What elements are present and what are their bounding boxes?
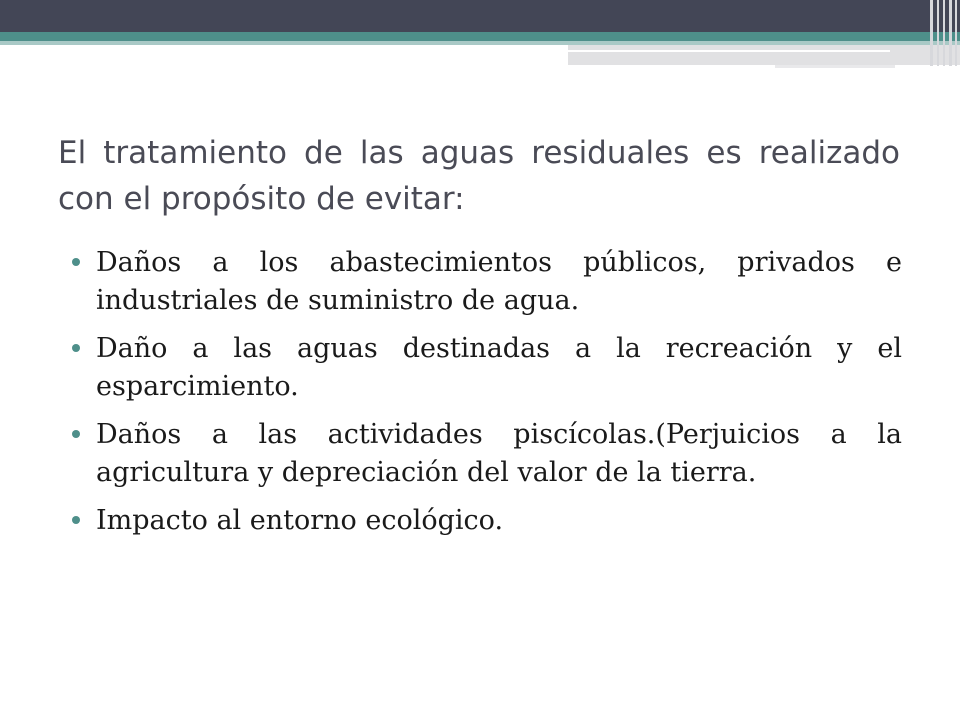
bullet-item (70, 330, 902, 406)
header-vertical-stripe (937, 0, 939, 66)
header-vertical-stripe (949, 0, 952, 66)
header-dark-band (0, 0, 960, 32)
slide-title: El tratamiento de las aguas residuales es realizado con el propósito de evitar: (58, 135, 900, 217)
bullet-text: Daño a las aguas destinadas a la recreación y el esparcimiento. (96, 333, 902, 402)
bullet-item (70, 416, 902, 492)
header-vertical-stripe (955, 0, 957, 66)
header-gray-line (568, 50, 890, 52)
bullet-dot-icon (72, 344, 80, 352)
bullet-text: Daños a las actividades piscícolas.(Perjuicios a la agricultura y depreciación del valor de la tierra. (96, 419, 902, 488)
bullet-list (70, 244, 902, 550)
header-accent-band (0, 32, 960, 41)
bullet-text: Impacto al entorno ecológico. (96, 505, 504, 536)
header-gray-band (568, 45, 960, 65)
bullet-dot-icon (72, 516, 80, 524)
bullet-dot-icon (72, 258, 80, 266)
bullet-text: Daños a los abastecimientos públicos, privados e industriales de suministro de agua. (96, 247, 902, 316)
bullet-item (70, 502, 902, 540)
bullet-dot-icon (72, 430, 80, 438)
header-gray-tail (775, 65, 895, 68)
bullet-item (70, 244, 902, 320)
header-vertical-stripe (930, 0, 933, 66)
header-vertical-stripe (943, 0, 945, 66)
